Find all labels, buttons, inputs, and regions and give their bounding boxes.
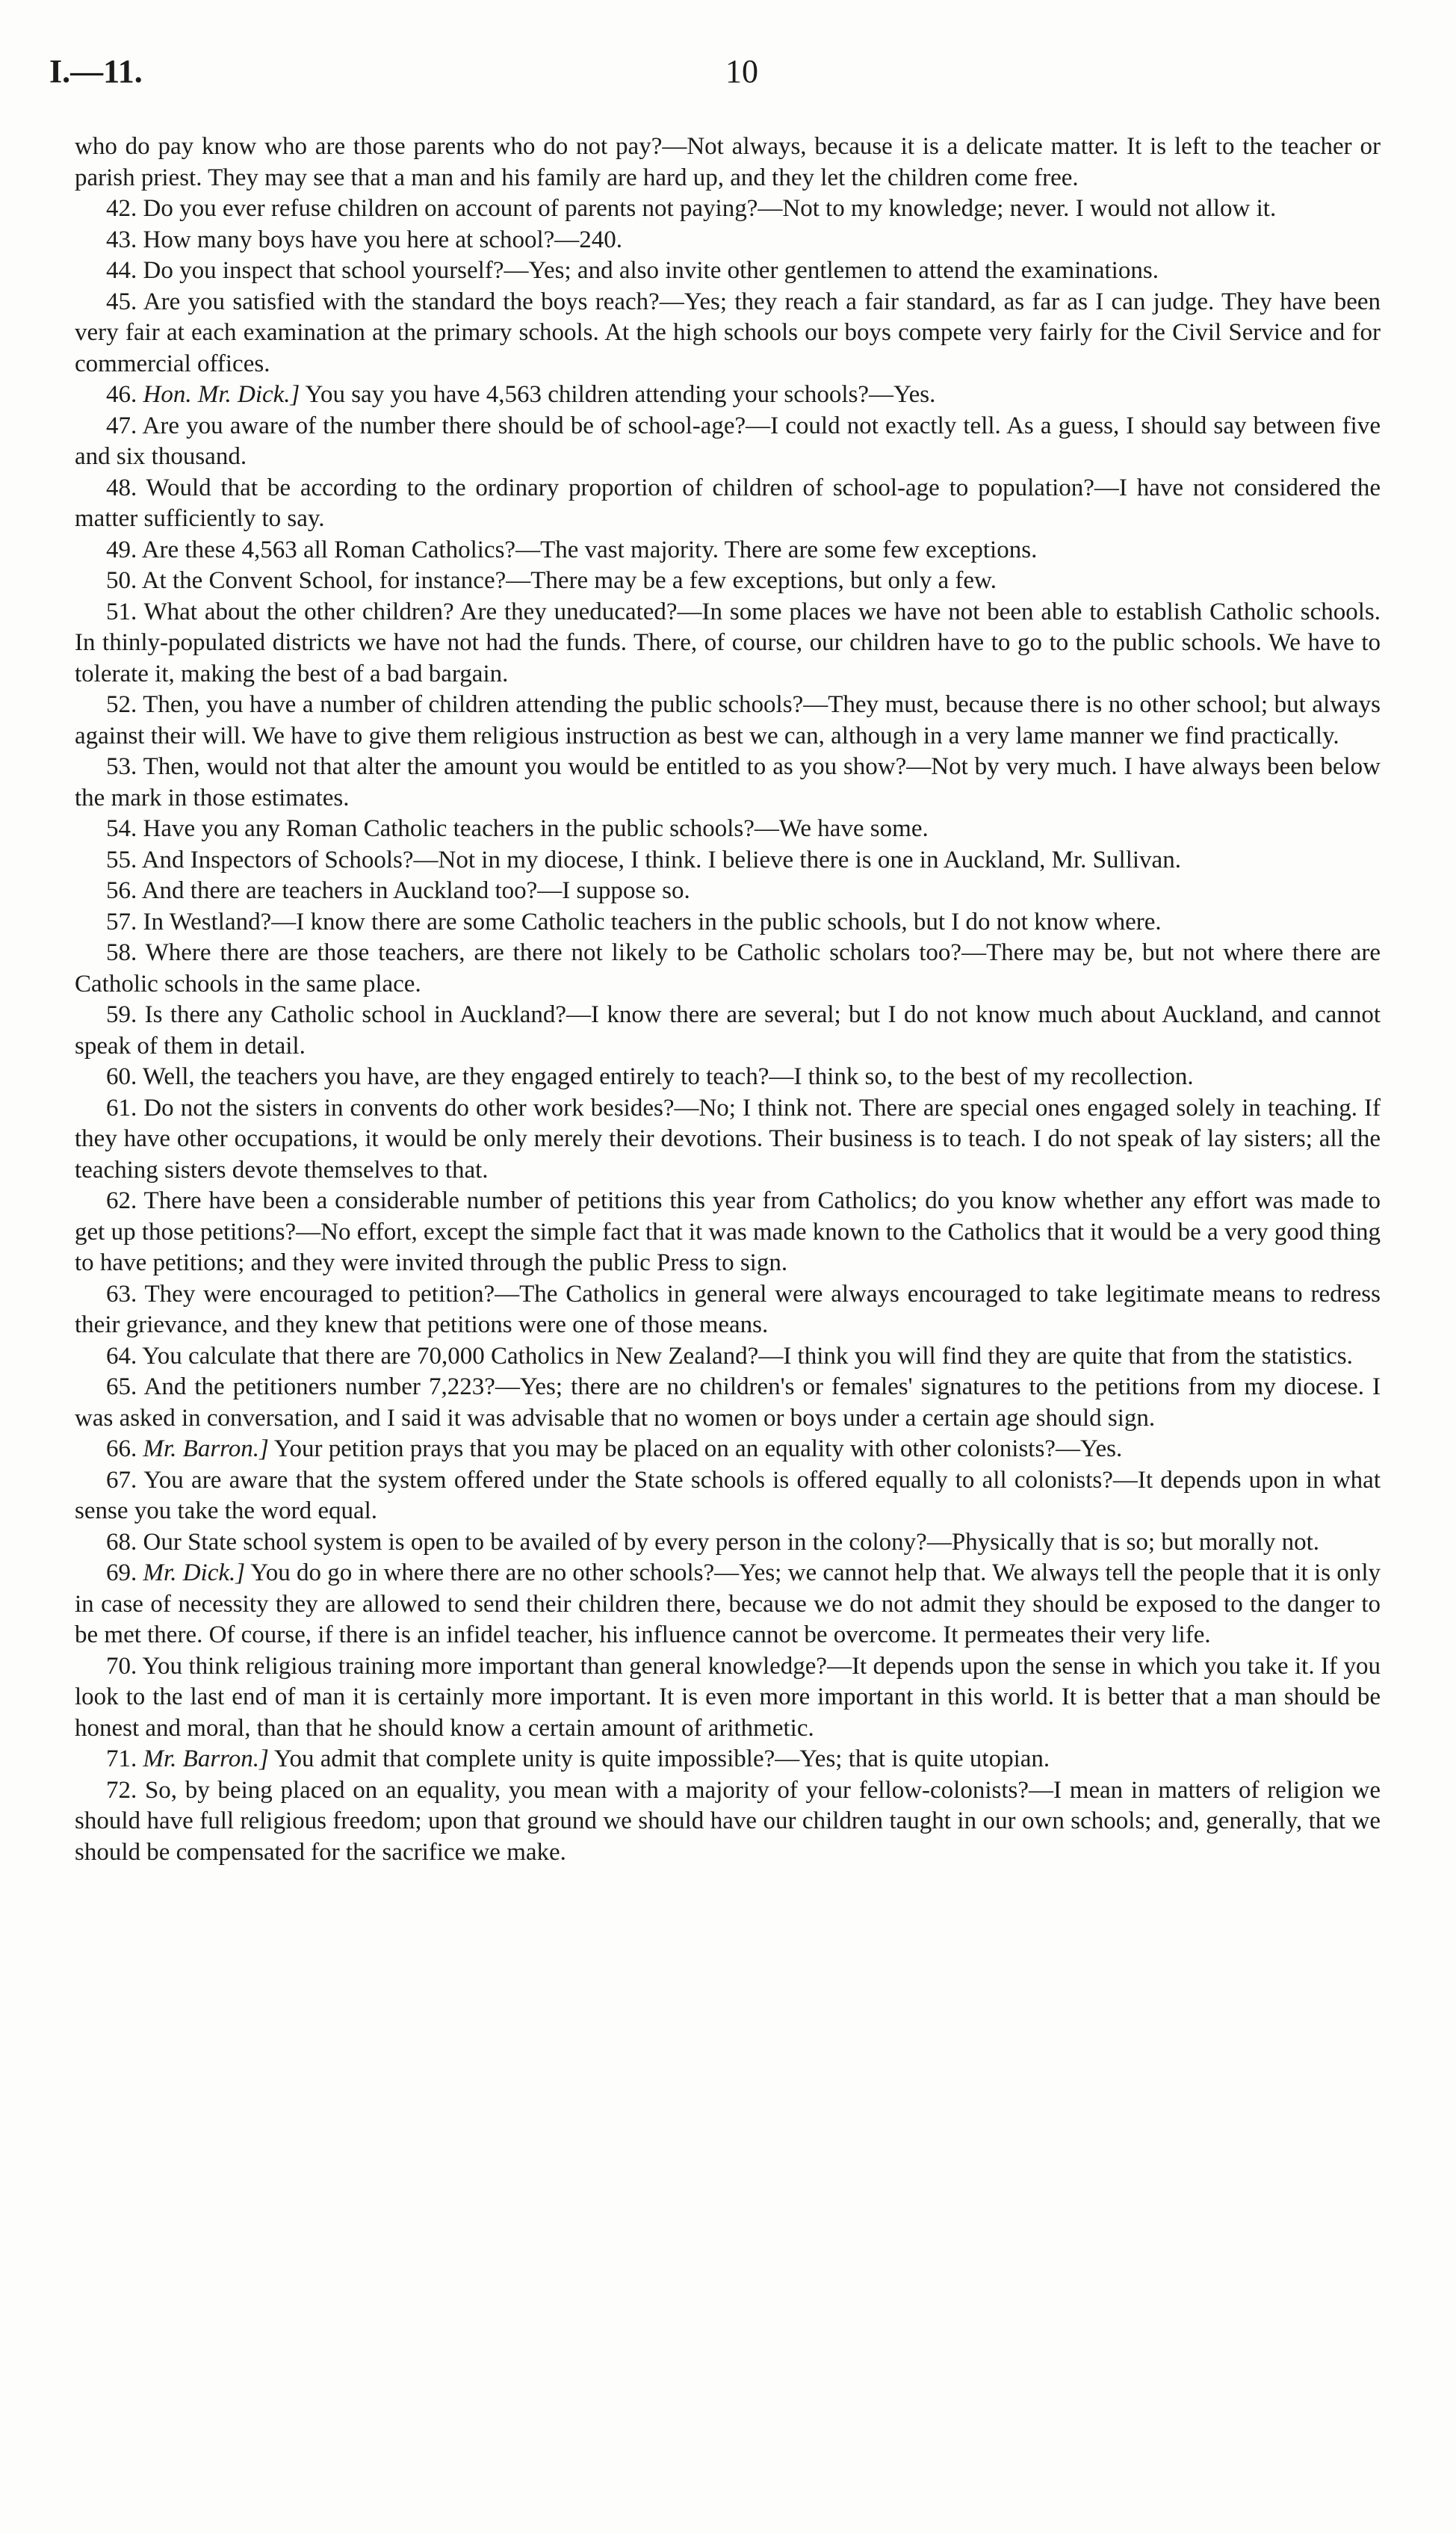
paragraph-text: You calculate that there are 70,000 Catholics in New Zealand?—I think you will find they are quite that from the statistics. xyxy=(142,1342,1353,1370)
question-paragraph xyxy=(75,1651,1381,1745)
question-paragraph xyxy=(75,1372,1381,1434)
paragraph-text: Do not the sisters in convents do other work besides?—No; I think not. There are special ones engaged solely in teaching. If they have other occupations, it would be only merely their devotions. Their business is to teach. I do not speak of lay sisters; all the teaching sisters devote themselves to that. xyxy=(75,1094,1381,1184)
question-number: 53. xyxy=(106,753,137,780)
paragraph-text: Would that be according to the ordinary proportion of children of school-age to population?—I have not considered the matter sufficiently to say. xyxy=(75,474,1381,532)
speaker-label: Mr. Barron.] xyxy=(143,1745,269,1772)
question-number: 51. xyxy=(106,598,137,625)
question-paragraph xyxy=(75,1775,1381,1869)
question-paragraph xyxy=(75,597,1381,690)
paragraph-text: You think religious training more important than general knowledge?—It depends upon the sense in which you take it. If you look to the last end of man it is certainly more important. It is even more important in this world. It is better that a man should be honest and moral, than that he should know a certain amount of arithmetic. xyxy=(75,1652,1381,1742)
question-paragraph xyxy=(75,225,1381,256)
question-number: 56. xyxy=(106,877,137,904)
paragraph-text: Where there are those teachers, are there not likely to be Catholic scholars too?—There may be, but not where there are Catholic schools in the same place. xyxy=(75,939,1381,998)
question-number: 64. xyxy=(106,1342,137,1370)
question-paragraph xyxy=(75,907,1381,938)
paragraph-text: And there are teachers in Auckland too?—I suppose so. xyxy=(141,877,690,904)
question-number: 59. xyxy=(106,1001,137,1028)
paragraph-text: Is there any Catholic school in Auckland?—I know there are several; but I do not know much about Auckland, and cannot speak of them in detail. xyxy=(75,1001,1381,1060)
question-paragraph xyxy=(75,1341,1381,1373)
question-number: 47. xyxy=(106,412,137,439)
question-number: 69. xyxy=(106,1559,137,1586)
question-paragraph xyxy=(75,1062,1381,1093)
paragraph-text: You admit that complete unity is quite impossible?—Yes; that is quite utopian. xyxy=(273,1745,1050,1772)
question-number: 49. xyxy=(106,536,137,563)
speaker-label: Hon. Mr. Dick.] xyxy=(143,381,300,408)
question-number: 60. xyxy=(106,1063,137,1090)
question-number: 42. xyxy=(106,195,137,222)
question-paragraph xyxy=(75,194,1381,225)
question-paragraph xyxy=(75,1434,1381,1465)
paragraph-text: You say you have 4,563 children attending your schools?—Yes. xyxy=(305,381,936,408)
paragraph-text: Have you any Roman Catholic teachers in the public schools?—We have some. xyxy=(143,815,929,842)
paragraph-text: How many boys have you here at school?—240. xyxy=(143,226,623,253)
question-paragraph xyxy=(75,845,1381,876)
question-paragraph xyxy=(75,752,1381,814)
paragraph-text: Are you satisfied with the standard the boys reach?—Yes; they reach a fair standard, as far as I can judge. They have been very fair at each examination at the primary schools. At the high schools our boys compete very fairly for the Civil Service and for commercial offices. xyxy=(75,288,1381,377)
question-paragraph xyxy=(75,690,1381,752)
question-number: 44. xyxy=(106,257,137,284)
question-number: 55. xyxy=(106,846,137,873)
question-number: 63. xyxy=(106,1280,137,1308)
body-text xyxy=(75,132,1381,1868)
question-number: 54. xyxy=(106,815,137,842)
paragraph-text: You do go in where there are no other schools?—Yes; we cannot help that. We always tell the people that it is only in case of necessity they are allowed to send their children there, because we do not admit they should be exposed to the danger to be met there. Of course, if there is an infidel teacher, his influence cannot be overcome. It permeates their very life. xyxy=(75,1559,1381,1648)
question-paragraph xyxy=(75,473,1381,535)
question-paragraph xyxy=(75,535,1381,566)
paragraph-text: And the petitioners number 7,223?—Yes; there are no children's or females' signatures to the petitions from my diocese. I was asked in conversation, and I said it was advisable that no women or boys under a certain age should sign. xyxy=(75,1373,1381,1432)
paragraph-text: Then, you have a number of children attending the public schools?—They must, because there is no other school; but always against their will. We have to give them religious instruction as best we can, although in a very lame manner we find practically. xyxy=(75,691,1381,749)
question-number: 66. xyxy=(106,1435,137,1462)
paragraph-text: Do you inspect that school yourself?—Yes; and also invite other gentlemen to attend the examinations. xyxy=(143,257,1159,284)
speaker-label: Mr. Dick.] xyxy=(143,1559,246,1586)
question-paragraph xyxy=(75,1527,1381,1559)
question-paragraph xyxy=(75,380,1381,411)
question-number: 46. xyxy=(106,381,137,408)
question-number: 52. xyxy=(106,691,137,718)
question-paragraph xyxy=(75,566,1381,597)
paragraph-text: So, by being placed on an equality, you mean with a majority of your fellow-colonists?—I mean in matters of religion we should have full religious freedom; upon that ground we should have our children taught in our own schools; and, generally, that we should be compensated for the sacrifice we make. xyxy=(75,1776,1381,1866)
question-number: 61. xyxy=(106,1094,137,1122)
question-number: 67. xyxy=(106,1466,137,1494)
question-number: 45. xyxy=(106,288,137,315)
question-number: 50. xyxy=(106,567,137,594)
paragraph-text: In Westland?—I know there are some Catholic teachers in the public schools, but I do not know where. xyxy=(143,908,1162,935)
question-paragraph xyxy=(75,1558,1381,1651)
paragraph-text: Your petition prays that you may be placed on an equality with other colonists?—Yes. xyxy=(273,1435,1123,1462)
question-paragraph xyxy=(75,876,1381,907)
paragraph-text: They were encouraged to petition?—The Catholics in general were always encouraged to take legitimate means to redress their grievance, and they knew that petitions were one of those means. xyxy=(75,1280,1381,1338)
question-number: 57. xyxy=(106,908,137,935)
page-number: 10 xyxy=(725,53,758,90)
question-number: 68. xyxy=(106,1528,137,1556)
question-number: 65. xyxy=(106,1373,137,1400)
paragraph-text: There have been a considerable number of petitions this year from Catholics; do you know whether any effort was made to get up those petitions?—No effort, except the simple fact that it was made known to the Catholics that it would be a very good thing to have petitions; and they were invited through the public Press to sign. xyxy=(75,1187,1381,1276)
continued-paragraph xyxy=(75,132,1381,194)
question-paragraph xyxy=(75,1744,1381,1775)
paragraph-text: At the Convent School, for instance?—There may be a few exceptions, but only a few. xyxy=(141,567,997,594)
page-header xyxy=(49,52,1379,105)
question-number: 71. xyxy=(106,1745,137,1772)
document-code: I.—11. xyxy=(49,53,143,90)
question-paragraph xyxy=(75,938,1381,1000)
question-number: 72. xyxy=(106,1776,137,1804)
question-paragraph xyxy=(75,1093,1381,1187)
question-number: 58. xyxy=(106,939,137,966)
paragraph-text: Do you ever refuse children on account of parents not paying?—Not to my knowledge; never. I would not allow it. xyxy=(143,195,1277,222)
question-number: 62. xyxy=(106,1187,137,1214)
question-number: 43. xyxy=(106,226,137,253)
question-paragraph xyxy=(75,411,1381,473)
question-number: 70. xyxy=(106,1652,137,1680)
paragraph-text: Then, would not that alter the amount you would be entitled to as you show?—Not by very much. I have always been below the mark in those estimates. xyxy=(75,753,1381,811)
question-paragraph xyxy=(75,1279,1381,1341)
question-number: 48. xyxy=(106,474,137,501)
question-paragraph xyxy=(75,814,1381,845)
question-paragraph xyxy=(75,1000,1381,1062)
paragraph-text: And Inspectors of Schools?—Not in my diocese, I think. I believe there is one in Auckland, Mr. Sullivan. xyxy=(141,846,1181,873)
paragraph-text: Are you aware of the number there should be of school-age?—I could not exactly tell. As a guess, I should say between five and six thousand. xyxy=(75,412,1381,470)
paragraph-text: What about the other children? Are they uneducated?—In some places we have not been able to establish Catholic schools. In thinly-populated districts we have not had the funds. There, of course, our children have to go to the public schools. We have to tolerate it, making the best of a bad bargain. xyxy=(75,598,1381,687)
question-paragraph xyxy=(75,256,1381,287)
paragraph-text: who do pay know who are those parents who do not pay?—Not always, because it is a delicate matter. It is left to the teacher or parish priest. They may see that a man and his family are hard up, and they let the children come free. xyxy=(75,133,1381,191)
question-paragraph xyxy=(75,1186,1381,1279)
paragraph-text: Well, the teachers you have, are they engaged entirely to teach?—I think so, to the best of my recollection. xyxy=(142,1063,1194,1090)
paragraph-text: Our State school system is open to be availed of by every person in the colony?—Physically that is so; but morally not. xyxy=(143,1528,1320,1556)
question-paragraph xyxy=(75,1465,1381,1527)
speaker-label: Mr. Barron.] xyxy=(143,1435,269,1462)
paragraph-text: Are these 4,563 all Roman Catholics?—The vast majority. There are some few exceptions. xyxy=(141,536,1038,563)
question-paragraph xyxy=(75,287,1381,380)
paragraph-text: You are aware that the system offered under the State schools is offered equally to all colonists?—It depends upon in what sense you take the word equal. xyxy=(75,1466,1381,1524)
